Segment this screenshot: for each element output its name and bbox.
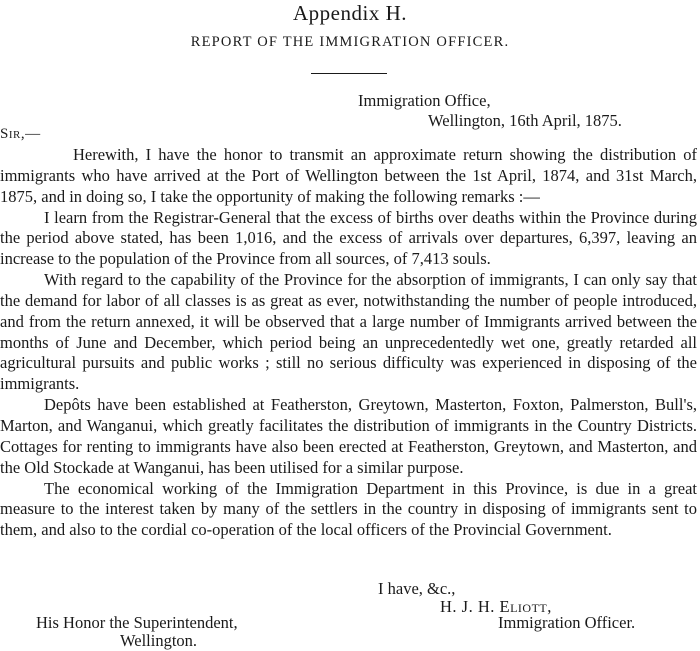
appendix-heading: Appendix H. [293,1,407,25]
place-date-line: Wellington, 16th April, 1875. [428,111,622,130]
salutation: Sir,— [0,126,41,142]
paragraph-1: Herewith, I have the honor to transmit an approximate return showing the distribution of immigrants who have arrived at the Port of Wellington between the 1st April, 1874, and 31st March, 1875, and in doing so, I take the opportunity of making the following remarks :— [0,145,697,206]
signer-name: H. J. H. Eliott, [440,597,552,616]
addressee: His Honor the Superintendent, [36,613,238,632]
title-rule [311,73,387,74]
letter-body [0,145,697,541]
signer-title: Immigration Officer. [498,613,636,632]
addressee-place: Wellington. [120,631,198,650]
office-line: Immigration Office, [358,91,491,110]
paragraph-2: I learn from the Registrar-General that the excess of births over deaths within the Province during the period above stated, has been 1,016, and the excess of arrivals over departures, 6,397, leaving an increase to the population of the Province from all sources, of 7,413 souls. [0,207,697,269]
closing-line: I have, &c., [378,579,456,598]
report-title: REPORT OF THE IMMIGRATION OFFICER. [190,34,510,50]
paragraph-5: The economical working of the Immigration Department in this Province, is due in a great measure to the interest taken by many of the settlers in the country in disposing of immigrants sent to them, and also to the cordial co-operation of the local officers of the Provincial Government. [0,478,697,540]
paragraph-3: With regard to the capability of the Province for the absorption of immigrants, I can only say that the demand for labor of all classes is as great as ever, notwithstanding the number of people introduced, and from the return annexed, it will be observed that a large number of Immigrants arrived between the months of June and December, which period being an unprecedentedly wet one, greatly retarded all agricultural pursuits and public works ; still no serious difficulty was experienced in disposing of the immigrants. [0,270,697,394]
paragraph-4: Depôts have been established at Featherston, Greytown, Masterton, Foxton, Palmerston, Bull's, Marton, and Wanganui, which greatly facilitates the distribution of immigrants in the Country Districts. Cottages for renting to immigrants have also been erected at Featherston, Greytown, and Masterton, and the Old Stockade at Wanganui, has been utilised for a similar purpose. [0,395,697,477]
